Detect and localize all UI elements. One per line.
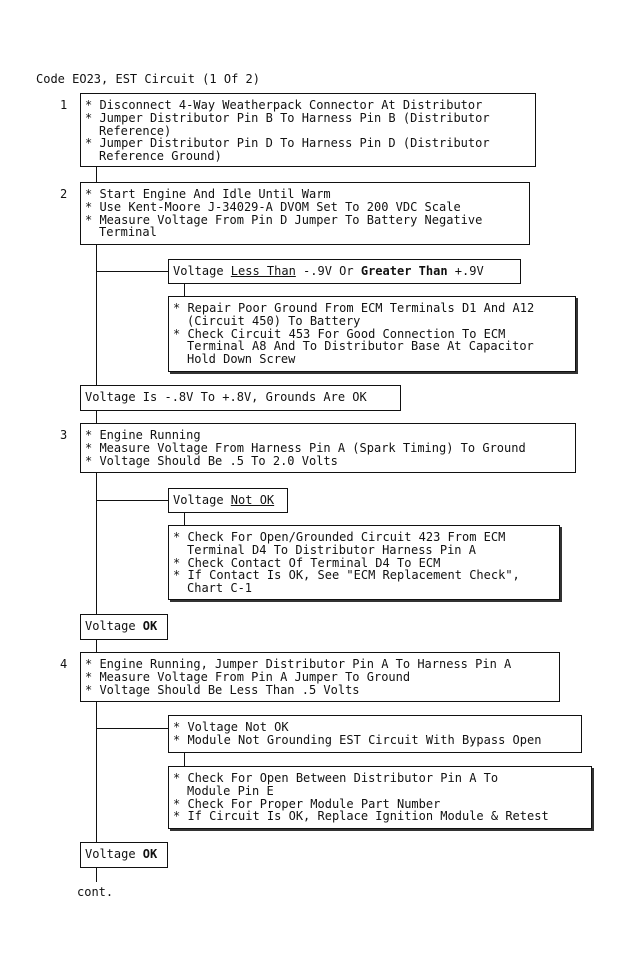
step-4-ok-text: Voltage OK (85, 847, 158, 861)
connector-line (96, 245, 97, 385)
step-2-line: * Start Engine And Idle Until Warm (85, 187, 331, 201)
chart-title: Code EO23, EST Circuit (1 Of 2) (36, 72, 260, 86)
step-2-action-line: Terminal A8 And To Distributor Base At Capacitor (187, 339, 534, 354)
step-3-action-line: * Check For Open/Grounded Circuit 423 From ECM (173, 530, 506, 544)
step-3-number: 3 (60, 428, 68, 442)
step-3-condition-box (168, 488, 288, 513)
step-3-condition-text: Voltage Not OK (173, 493, 275, 507)
step-4-condition-line: * Voltage Not OK (173, 720, 289, 734)
step-4-action-box (168, 766, 592, 829)
step-3-action-line: * If Contact Is OK, See "ECM Replacement Check", (173, 568, 520, 583)
step-3-action-box (168, 525, 560, 600)
step-4-box (80, 652, 560, 702)
branch-connector (96, 271, 168, 272)
step-1-line: * Jumper Distributor Pin D To Harness Pin D (Distributor (85, 136, 490, 151)
step-1-box (80, 93, 536, 167)
step-2-ok-box (80, 385, 401, 411)
branch-connector (96, 728, 168, 729)
step-2-action-line: * Repair Poor Ground From ECM Terminals D1 And A12 (173, 301, 535, 315)
step-2-action-line: * Check Circuit 453 For Good Connection To ECM (173, 326, 506, 341)
step-4-line: * Engine Running, Jumper Distributor Pin A To Harness Pin A (85, 657, 512, 671)
step-1-line: * Disconnect 4-Way Weatherpack Connector At Distributor (85, 98, 483, 112)
step-1-number: 1 (60, 98, 68, 112)
step-4-action-line: * Check For Open Between Distributor Pin A To (173, 771, 499, 785)
step-2-number: 2 (60, 187, 68, 201)
step-4-action-line: Module Pin E (187, 783, 274, 798)
branch-connector (184, 513, 185, 525)
step-4-action-line: * If Circuit Is OK, Replace Ignition Module & Retest (173, 809, 549, 824)
step-3-ok-box (80, 614, 168, 640)
step-4-ok-box (80, 842, 168, 868)
branch-connector (184, 284, 185, 296)
step-4-line: * Measure Voltage From Pin A Jumper To Ground (85, 669, 411, 684)
step-3-line: * Voltage Should Be .5 To 2.0 Volts (85, 453, 338, 468)
step-3-action-line: * Check Contact Of Terminal D4 To ECM (173, 555, 441, 570)
step-4-action-line: * Check For Proper Module Part Number (173, 796, 441, 811)
step-2-box (80, 182, 530, 245)
step-2-condition-box (168, 259, 521, 284)
step-3-action-line: Terminal D4 To Distributor Harness Pin A (187, 542, 476, 557)
step-2-condition-text: Voltage Less Than -.9V Or Greater Than +.9V (173, 264, 484, 278)
step-2-action-box (168, 296, 576, 372)
step-2-ok-text: Voltage Is -.8V To +.8V, Grounds Are OK (85, 390, 367, 404)
step-1-line: Reference) (99, 123, 172, 138)
step-1-line: * Jumper Distributor Pin B To Harness Pin B (Distributor (85, 110, 490, 125)
branch-connector (184, 753, 185, 766)
step-3-action-line: Chart C-1 (187, 581, 253, 596)
step-3-box (80, 423, 576, 473)
step-3-line: * Measure Voltage From Harness Pin A (Spark Timing) To Ground (85, 440, 526, 455)
step-4-condition-line: * Module Not Grounding EST Circuit With Bypass Open (173, 732, 542, 747)
connector-line (96, 473, 97, 614)
connector-line (96, 702, 97, 842)
step-2-action-line: Hold Down Screw (187, 352, 296, 367)
branch-connector (96, 500, 168, 501)
continued-label: cont. (77, 885, 114, 899)
step-4-line: * Voltage Should Be Less Than .5 Volts (85, 682, 360, 697)
step-3-line: * Engine Running (85, 428, 201, 442)
step-3-ok-text: Voltage OK (85, 619, 158, 633)
step-2-line: Terminal (99, 225, 157, 240)
step-1-line: Reference Ground) (99, 149, 222, 164)
connector-line (96, 868, 97, 882)
step-2-action-line: (Circuit 450) To Battery (187, 313, 361, 328)
step-2-line: * Use Kent-Moore J-34029-A DVOM Set To 200 VDC Scale (85, 199, 461, 214)
connector-line (96, 167, 97, 183)
step-4-condition-box (168, 715, 582, 753)
step-2-line: * Measure Voltage From Pin D Jumper To Battery Negative (85, 212, 483, 227)
step-4-number: 4 (60, 657, 68, 671)
